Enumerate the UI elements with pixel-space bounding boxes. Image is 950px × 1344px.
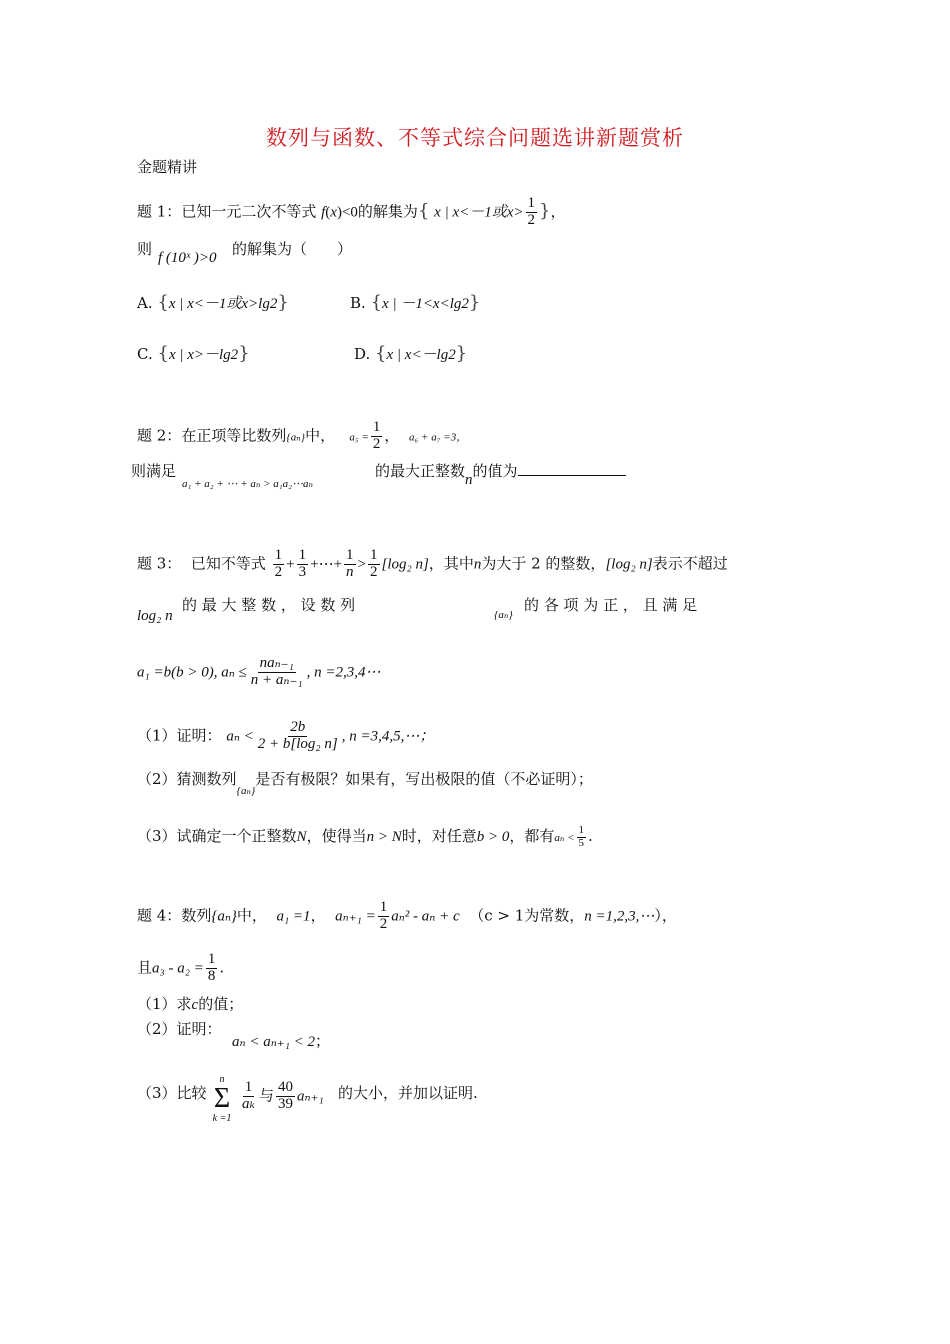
document-title: 数列与函数、不等式综合问题选讲新题赏析	[266, 126, 684, 150]
question-2-satisfy: 则满足	[131, 462, 177, 480]
option-a: A. {x | x<－1或x>lg2}	[137, 292, 289, 313]
question-4-part-3: （3）比较	[137, 1084, 207, 1102]
summation-symbol: n Σ k =1	[212, 1074, 232, 1124]
question-3-label: 题 3：	[137, 554, 182, 573]
section-heading: 金题精讲	[137, 158, 198, 176]
question-4-condition: 且a₃ - a₂ = $\frac{1}{8}$ .	[137, 951, 225, 984]
question-4-part-2-label: （2）证明：	[137, 1020, 222, 1038]
question-1-label: 题 1：	[137, 202, 182, 221]
question-4-label: 题 4：	[137, 906, 182, 925]
question-2-inequality: a₁ + a₂ + ⋯ + aₙ > a₁a₂⋯aₙ	[182, 478, 313, 490]
question-4-part-2-inequality: aₙ < aₙ₊₁ < 2；	[232, 1032, 331, 1050]
question-3-part-3: （3）试确定一个正整数N，使得当n > N时，对任意b > 0，都有aₙ < $\frac{1}{5}$ .	[137, 824, 593, 849]
question-4-part-1: （1）求c的值；	[137, 995, 244, 1013]
question-2-stem: 题 2：在正项等比数列{aₙ}中， a₅ = $\frac{1}{2}$ ， a₆ + a₇ =3，	[137, 419, 468, 452]
question-1-ask: 的解集为（ ）	[232, 240, 353, 258]
question-3-seq: {aₙ}	[494, 609, 513, 621]
question-3-part-2: （2）猜测数列$_{\{a_n\}}$是否有极限？如果有，写出极限的值（不必证明）；	[137, 770, 593, 797]
option-c: C. {x | x>－lg2}	[137, 343, 250, 364]
question-1-condition: f (10ˣ )>0	[158, 250, 217, 266]
option-b: B. {x | －1<x<lg2}	[350, 292, 481, 313]
option-d: D. {x | x<－lg2}	[354, 343, 468, 364]
question-3-text-2: 的 各 项 为 正 ， 且 满 足	[524, 596, 698, 614]
question-1-then: 则	[137, 240, 153, 258]
answer-blank	[518, 461, 626, 476]
question-4-stem: 题 4：数列{aₙ}中， a₁ =1， aₙ₊₁ = $\frac{1}{2}$ aₙ² - aₙ + c （c > 1为常数，n =1,2,3,⋯），	[137, 899, 677, 932]
question-3-log: log₂ n	[137, 608, 173, 624]
question-3-text-1: 的 最 大 整 数 ， 设 数 列	[182, 596, 356, 614]
question-4-part-3-expression: $\frac{1}{\text{aₖ}}$ 与 $\frac{40}{39}$ aₙ₊₁	[242, 1079, 324, 1112]
question-1-stem: 题 1：已知一元二次不等式 f(x)<0的解集为{ x | x<－1或x> $\frac{1}{2}$ }，	[137, 195, 566, 228]
question-2-label: 题 2：	[137, 426, 182, 445]
question-2-ask: 的最大正整数n的值为	[375, 460, 626, 481]
fraction-one-half: $\frac{1}{2}$	[527, 195, 536, 228]
question-3-part-1: （1）证明： aₙ < $\frac{2b}{\text{2 + b[log₂ n]}}$ , n =3,4,5,⋯；	[137, 719, 435, 752]
question-3-stem: 题 3： 已知不等式 $\frac{1}{2}$ + $\frac{1}{3}$ +⋯+ $\frac{1}{n}$ > $\frac{1}{2}$ [log₂ n]，其中n为大于 2 的整数，[log₂ n]表示不超过	[137, 547, 728, 580]
question-4-part-3-tail: 的大小，并加以证明.	[338, 1084, 478, 1102]
question-3-recurrence: a₁ =b(b > 0), aₙ ≤ $\frac{\text{naₙ₋₁}}{\text{n + aₙ₋₁}}$ , n =2,3,4⋯	[137, 655, 381, 688]
